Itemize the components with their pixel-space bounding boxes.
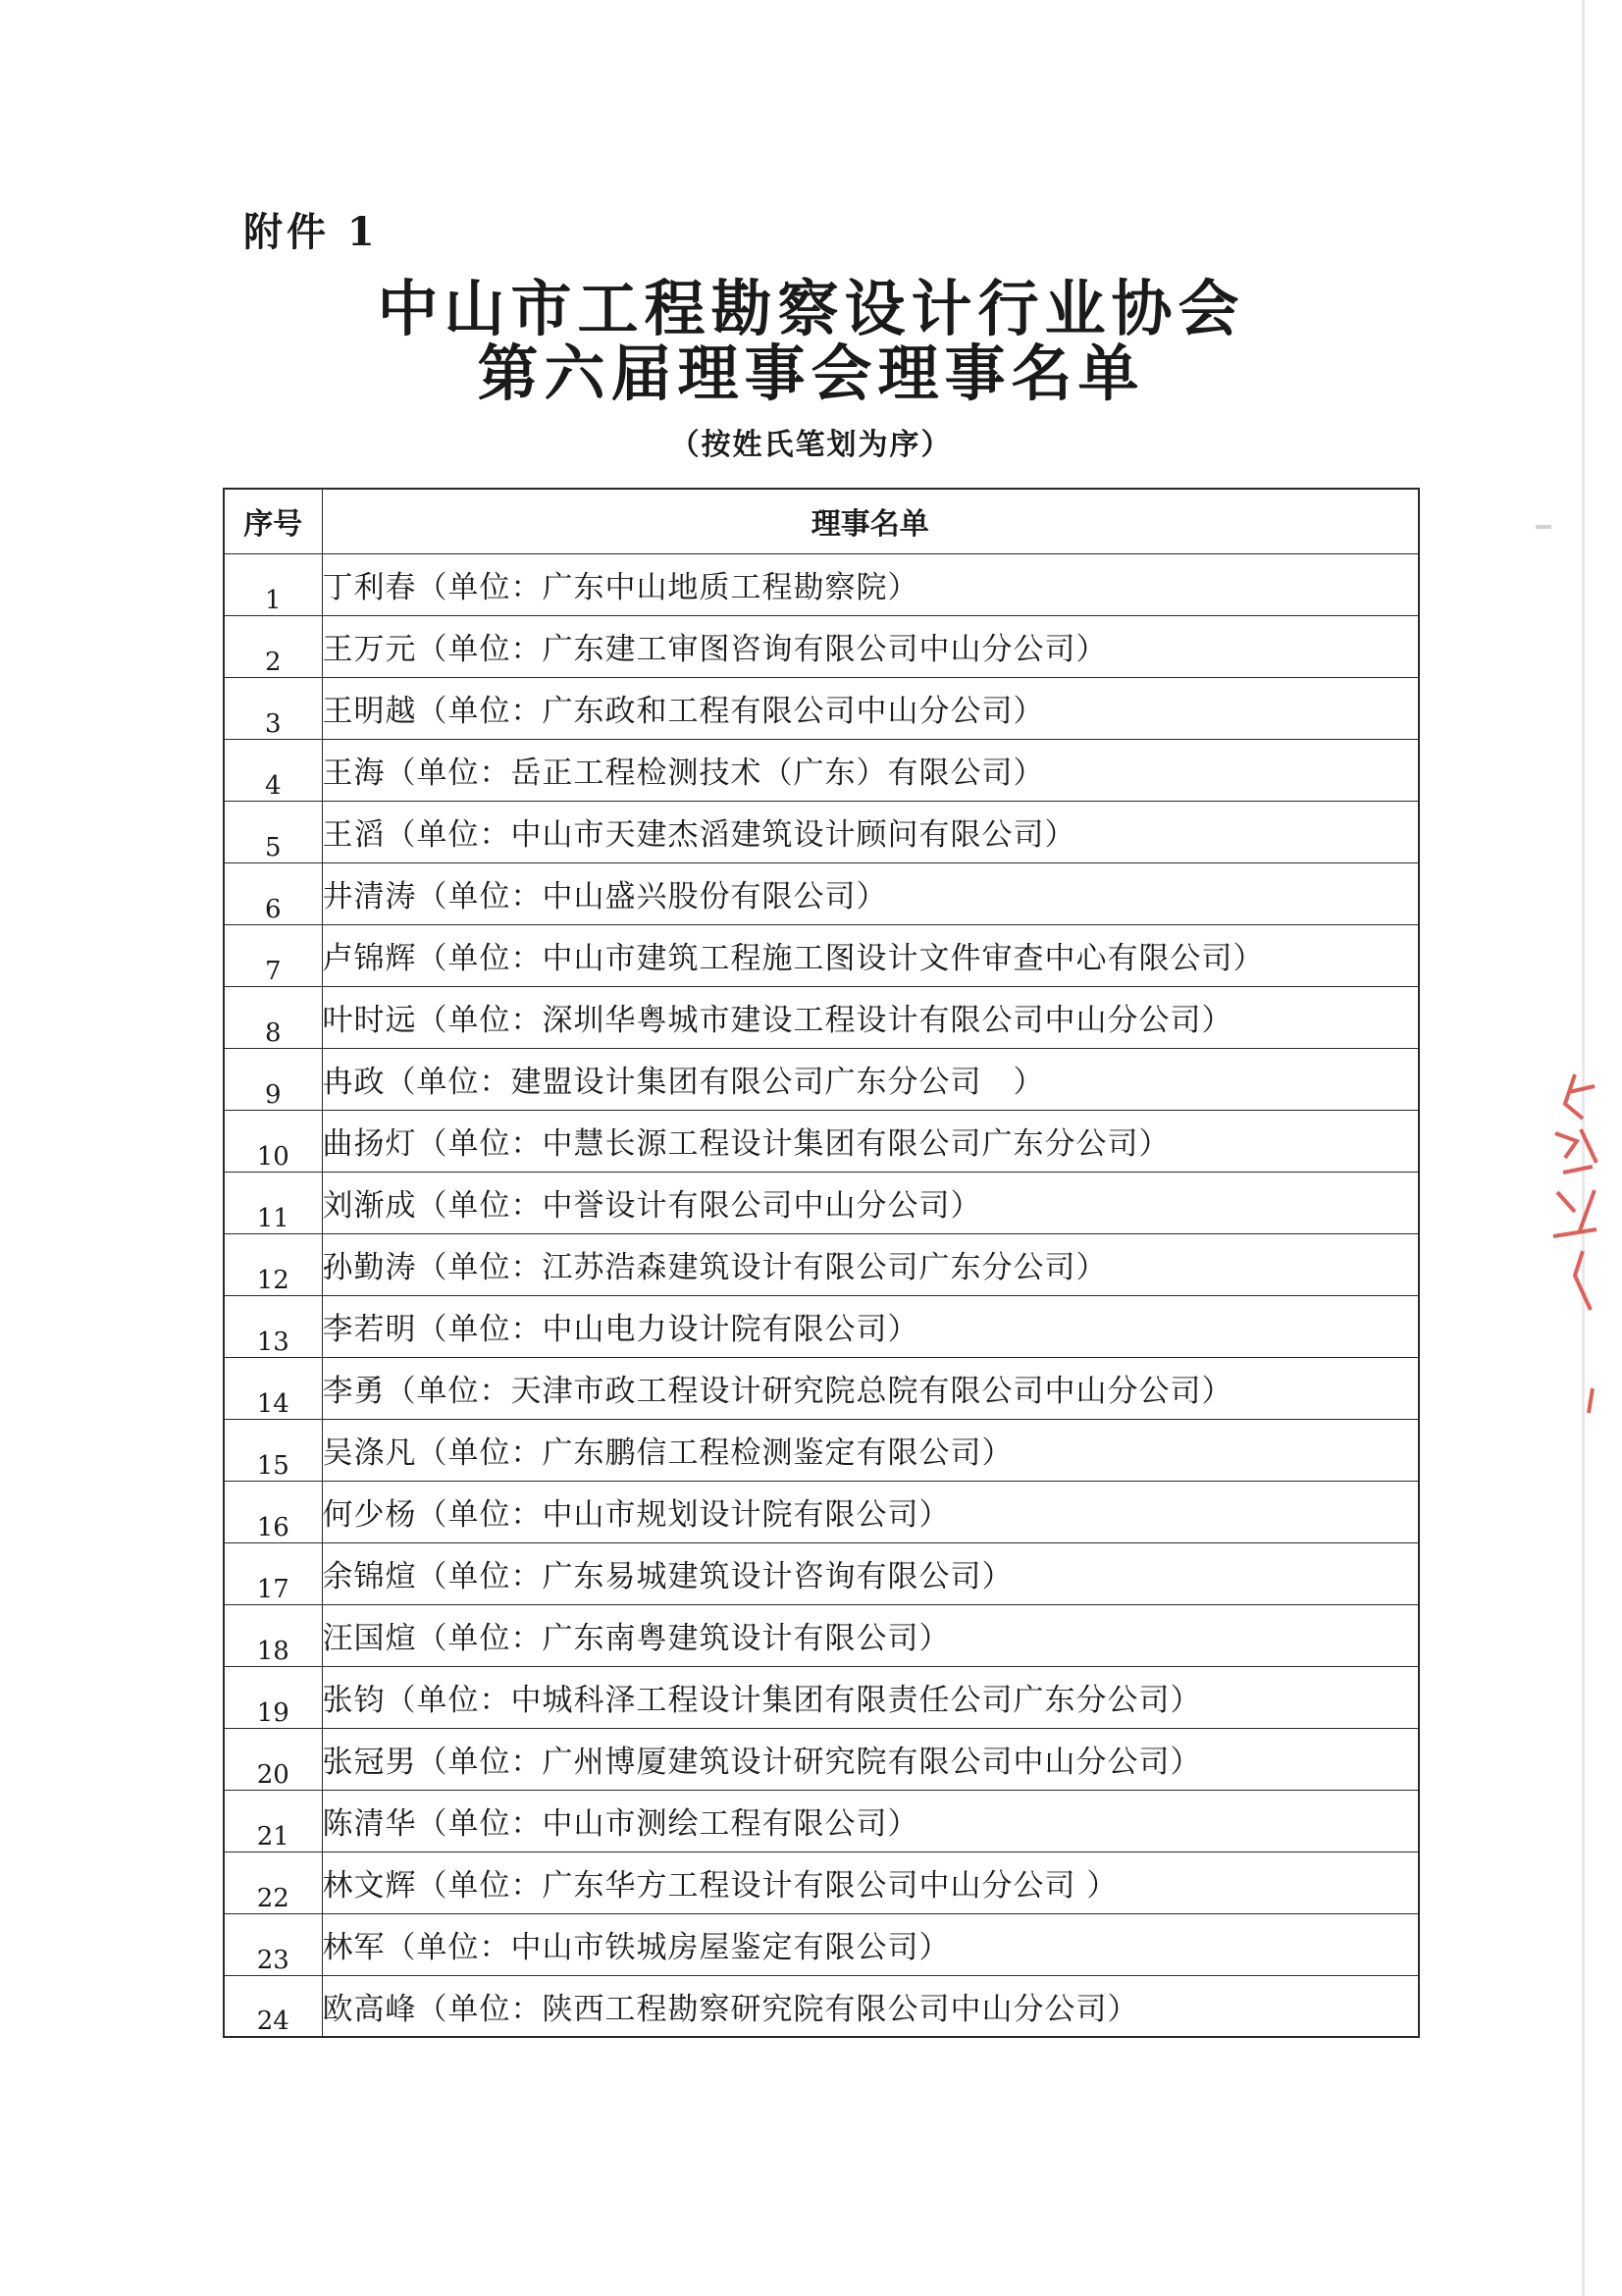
director-entry-cell: 张冠男（单位：广州博厦建筑设计研究院有限公司中山分公司） (322, 1728, 1419, 1790)
table-row (224, 615, 1419, 677)
serial-number-cell: 24 (224, 1975, 322, 2037)
table-row (224, 739, 1419, 801)
table-row (224, 553, 1419, 615)
table-row (224, 1542, 1419, 1604)
director-entry-cell: 欧高峰（单位：陕西工程勘察研究院有限公司中山分公司） (322, 1975, 1419, 2037)
table-row (224, 1048, 1419, 1110)
serial-number-cell: 17 (224, 1542, 322, 1604)
table-row (224, 986, 1419, 1048)
serial-number-cell: 4 (224, 739, 322, 801)
table-row (224, 1975, 1419, 2037)
table-row (224, 1419, 1419, 1481)
director-entry-cell: 林文辉（单位：广东华方工程设计有限公司中山分公司 ） (322, 1852, 1419, 1913)
serial-number-cell: 8 (224, 986, 322, 1048)
serial-number-cell: 6 (224, 862, 322, 924)
header-serial-number: 序号 (224, 489, 322, 553)
margin-mark (1536, 525, 1551, 529)
director-entry-cell: 孙勤涛（单位：江苏浩森建筑设计有限公司广东分公司） (322, 1233, 1419, 1295)
director-entry-cell: 汪国煊（单位：广东南粤建筑设计有限公司） (322, 1604, 1419, 1666)
serial-number-cell: 23 (224, 1913, 322, 1975)
table-header-row (224, 489, 1419, 553)
document-title-line1: 中山市工程勘察设计行业协会 (377, 273, 1245, 344)
document-subtitle: （按姓氏笔划为序） (669, 428, 953, 462)
table-row (224, 1852, 1419, 1913)
table-row (224, 1666, 1419, 1728)
table-row (224, 1913, 1419, 1975)
table-row (224, 801, 1419, 862)
director-entry-cell: 余锦煊（单位：广东易城建筑设计咨询有限公司） (322, 1542, 1419, 1604)
table-row (224, 1604, 1419, 1666)
table-row (224, 862, 1419, 924)
director-entry-cell: 曲扬灯（单位：中慧长源工程设计集团有限公司广东分公司） (322, 1110, 1419, 1172)
director-entry-cell: 卢锦辉（单位：中山市建筑工程施工图设计文件审查中心有限公司） (322, 924, 1419, 986)
director-entry-cell: 王万元（单位：广东建工审图咨询有限公司中山分公司） (322, 615, 1419, 677)
roster-body (224, 553, 1419, 2037)
director-entry-cell: 刘渐成（单位：中誉设计有限公司中山分公司） (322, 1172, 1419, 1233)
serial-number-cell: 2 (224, 615, 322, 677)
director-entry-cell: 王明越（单位：广东政和工程有限公司中山分公司） (322, 677, 1419, 739)
table-row (224, 1728, 1419, 1790)
serial-number-cell: 9 (224, 1048, 322, 1110)
director-entry-cell: 丁利春（单位：广东中山地质工程勘察院） (322, 553, 1419, 615)
director-entry-cell: 陈清华（单位：中山市测绘工程有限公司） (322, 1790, 1419, 1852)
table-row (224, 1295, 1419, 1357)
director-entry-cell: 林军（单位：中山市铁城房屋鉴定有限公司） (322, 1913, 1419, 1975)
attachment-label: 附件 1 (243, 209, 379, 255)
table-row (224, 1357, 1419, 1419)
serial-number-cell: 11 (224, 1172, 322, 1233)
table-row (224, 1233, 1419, 1295)
serial-number-cell: 10 (224, 1110, 322, 1172)
serial-number-cell: 18 (224, 1604, 322, 1666)
director-entry-cell: 王滔（单位：中山市天建杰滔建筑设计顾问有限公司） (322, 801, 1419, 862)
director-entry-cell: 何少杨（单位：中山市规划设计院有限公司） (322, 1481, 1419, 1542)
director-entry-cell: 张钧（单位：中城科泽工程设计集团有限责任公司广东分公司） (322, 1666, 1419, 1728)
serial-number-cell: 13 (224, 1295, 322, 1357)
table-row (224, 1790, 1419, 1852)
table-row (224, 924, 1419, 986)
document-title-line2: 第六届理事会理事名单 (477, 338, 1145, 409)
director-entry-cell: 王海（单位：岳正工程检测技术（广东）有限公司） (322, 739, 1419, 801)
director-entry-cell: 冉政（单位：建盟设计集团有限公司广东分公司 ） (322, 1048, 1419, 1110)
director-entry-cell: 井清涛（单位：中山盛兴股份有限公司） (322, 862, 1419, 924)
serial-number-cell: 7 (224, 924, 322, 986)
serial-number-cell: 3 (224, 677, 322, 739)
serial-number-cell: 15 (224, 1419, 322, 1481)
red-seal-fragment (1536, 1065, 1614, 1418)
serial-number-cell: 21 (224, 1790, 322, 1852)
director-entry-cell: 李勇（单位：天津市政工程设计研究院总院有限公司中山分公司） (322, 1357, 1419, 1419)
header-director-list: 理事名单 (322, 489, 1419, 553)
serial-number-cell: 16 (224, 1481, 322, 1542)
director-entry-cell: 叶时远（单位：深圳华粤城市建设工程设计有限公司中山分公司） (322, 986, 1419, 1048)
director-entry-cell: 吴涤凡（单位：广东鹏信工程检测鉴定有限公司） (322, 1419, 1419, 1481)
director-entry-cell: 李若明（单位：中山电力设计院有限公司） (322, 1295, 1419, 1357)
serial-number-cell: 19 (224, 1666, 322, 1728)
table-row (224, 1110, 1419, 1172)
serial-number-cell: 1 (224, 553, 322, 615)
serial-number-cell: 22 (224, 1852, 322, 1913)
table-row (224, 1481, 1419, 1542)
serial-number-cell: 12 (224, 1233, 322, 1295)
serial-number-cell: 14 (224, 1357, 322, 1419)
serial-number-cell: 5 (224, 801, 322, 862)
table-row (224, 677, 1419, 739)
director-roster-table (223, 488, 1420, 2038)
table-row (224, 1172, 1419, 1233)
serial-number-cell: 20 (224, 1728, 322, 1790)
